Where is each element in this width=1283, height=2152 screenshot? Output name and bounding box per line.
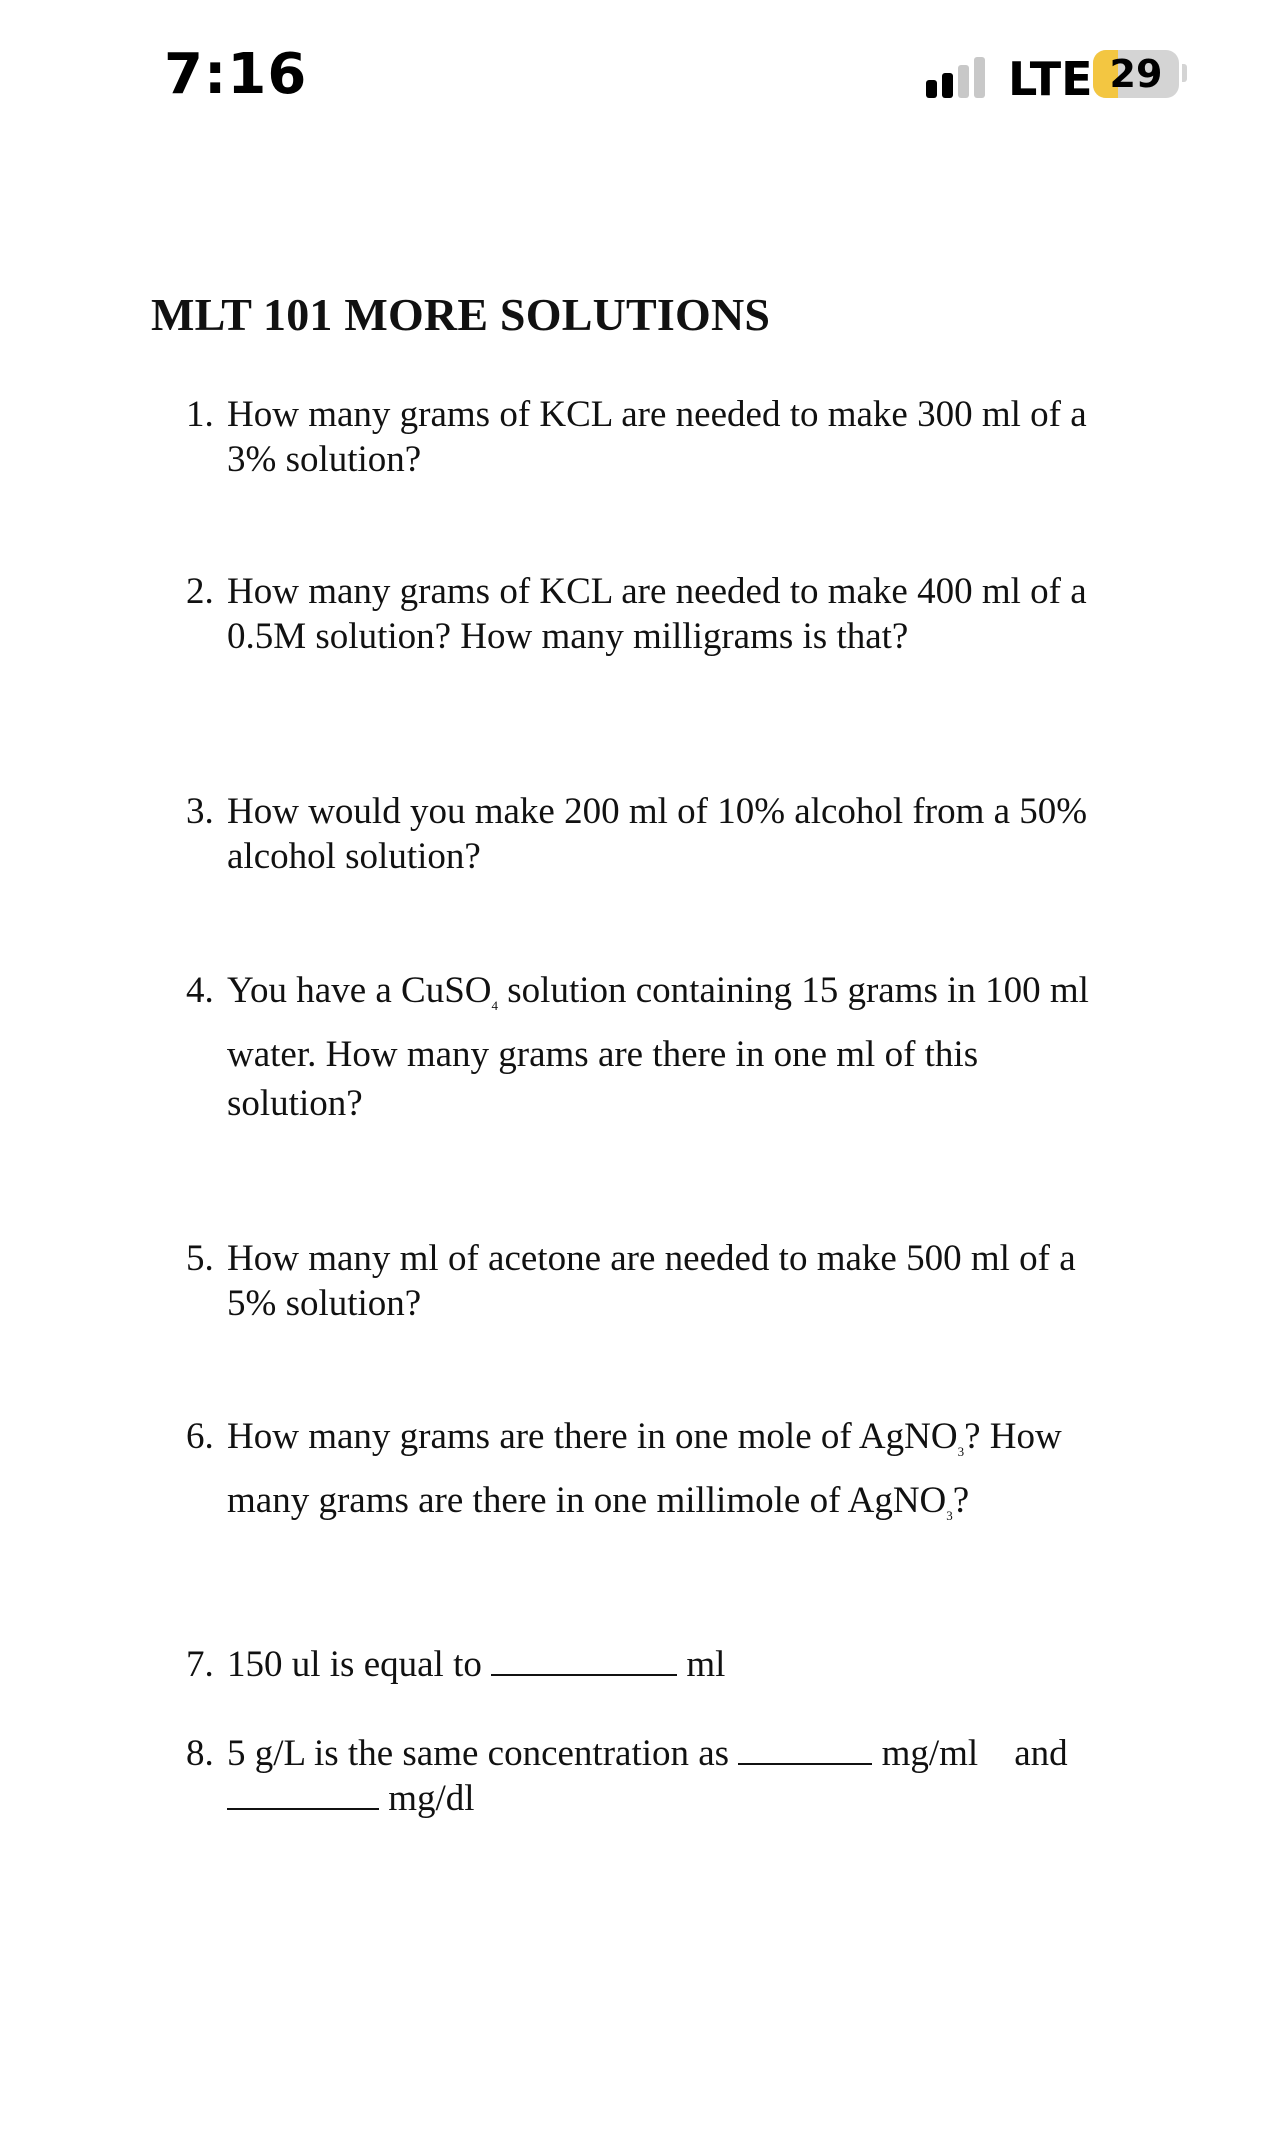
battery-icon	[1093, 50, 1179, 98]
question-text-part: You have a CuSO	[227, 970, 492, 1011]
question-number: 6.	[186, 1416, 214, 1457]
document-title: MLT 101 MORE SOLUTIONS	[151, 289, 771, 340]
question-2	[186, 569, 1146, 659]
question-text-part: ?	[952, 1480, 970, 1521]
question-text	[186, 1476, 1146, 1540]
question-number: 8.	[186, 1733, 214, 1774]
question-text-part: 5 g/L is the same concentration as	[227, 1733, 739, 1774]
question-number: 2.	[186, 571, 214, 612]
question-text-part: mg/ml	[872, 1733, 979, 1774]
question-text: 3% solution?	[227, 439, 422, 480]
question-text	[186, 1412, 1146, 1476]
question-text: alcohol solution?	[227, 836, 481, 877]
status-bar	[0, 0, 1283, 150]
question-6	[186, 1412, 1146, 1540]
question-text: How many grams of KCL are needed to make 400 ml of a	[227, 571, 1087, 612]
question-4	[186, 966, 1146, 1128]
question-text	[186, 1776, 1146, 1821]
question-text-part: 150 ul is equal to	[227, 1644, 492, 1685]
clock-time: 7:16	[164, 42, 308, 107]
network-type: LTE	[1008, 52, 1093, 106]
battery-level: 29	[1109, 52, 1163, 96]
answer-blank	[738, 1733, 872, 1765]
question-text-part: mg/dl	[379, 1778, 475, 1819]
question-text	[186, 966, 1146, 1030]
signal-bar	[974, 57, 985, 98]
question-3	[186, 789, 1146, 879]
chemical-subscript: 3	[946, 1508, 953, 1523]
answer-blank	[227, 1778, 379, 1810]
question-number: 4.	[186, 970, 214, 1011]
question-text: 5% solution?	[227, 1283, 422, 1324]
question-number: 3.	[186, 791, 214, 832]
signal-bar	[926, 80, 937, 98]
chemical-subscript: 3	[957, 1444, 965, 1459]
question-1	[186, 392, 1146, 482]
question-5	[186, 1236, 1146, 1326]
question-text-part: How many grams are there in one mole of AgNO	[227, 1416, 958, 1457]
question-text	[186, 1731, 1146, 1776]
question-text	[186, 1642, 1146, 1687]
question-text: How many grams of KCL are needed to make 300 ml of a	[227, 394, 1087, 435]
battery-tip	[1182, 64, 1187, 82]
question-8	[186, 1731, 1146, 1821]
question-text-part: solution containing 15 grams in 100 ml	[498, 970, 1089, 1011]
question-text-part: ml	[677, 1644, 726, 1685]
question-text-part: many grams are there in one millimole of AgNO	[227, 1480, 947, 1521]
question-text: How many ml of acetone are needed to make 500 ml of a	[227, 1238, 1076, 1279]
question-text-part: ? How	[964, 1416, 1062, 1457]
question-number: 5.	[186, 1238, 214, 1279]
signal-bar	[942, 73, 953, 98]
question-text: solution?	[227, 1083, 363, 1124]
cellular-signal-icon	[926, 56, 990, 98]
answer-blank	[491, 1644, 677, 1676]
question-text: 0.5M solution? How many milligrams is that?	[227, 616, 909, 657]
chemical-subscript: 4	[491, 998, 499, 1013]
question-text: How would you make 200 ml of 10% alcohol from a 50%	[227, 791, 1088, 832]
signal-bar	[958, 65, 969, 98]
question-text: water. How many grams are there in one ml of this	[227, 1034, 979, 1075]
question-number: 1.	[186, 394, 214, 435]
question-text-part: and	[1014, 1733, 1068, 1774]
question-number: 7.	[186, 1644, 214, 1685]
question-7	[186, 1642, 1146, 1687]
